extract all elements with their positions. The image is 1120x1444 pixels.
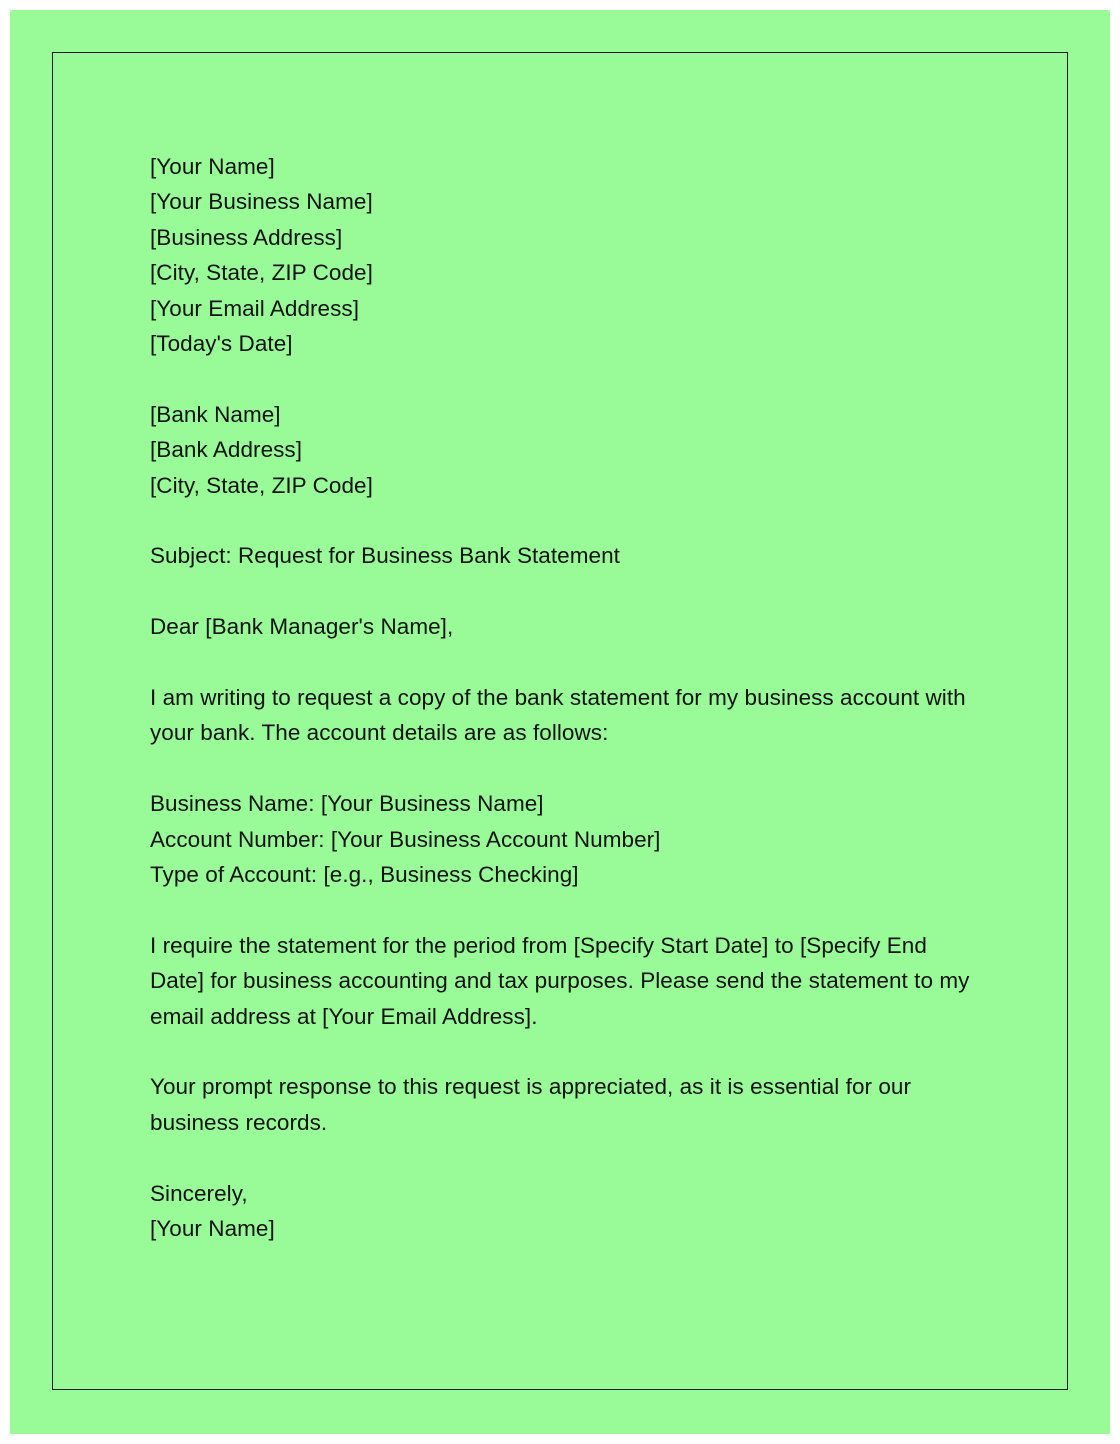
text-line: [Your Email Address] xyxy=(150,295,360,321)
text-line: [Your Business Name] xyxy=(150,189,373,215)
letter-border-frame xyxy=(52,52,1068,1390)
recipient-address-block xyxy=(150,397,970,503)
text-line: Sincerely, xyxy=(150,1180,248,1206)
text-line: [Your Name] xyxy=(150,154,275,179)
text-line: Business Name: [Your Business Name] xyxy=(150,791,544,817)
signature-block xyxy=(150,1176,970,1247)
text-line: Your prompt response to this request is appreciated, as it is essential for our business records. xyxy=(150,1074,912,1135)
text-line: I require the statement for the period from [Specify Start Date] to [Specify End Date] for business accounting and tax purposes. Please send the statement to my email address at [Your Email Address]. xyxy=(150,932,970,1029)
statement-period-paragraph-block xyxy=(150,928,970,1034)
opening-paragraph-block xyxy=(150,680,970,751)
closing-paragraph-block xyxy=(150,1069,970,1140)
account-details-block xyxy=(150,786,970,892)
letter-page xyxy=(10,10,1110,1434)
letter-content xyxy=(150,149,970,1246)
text-line: [Today's Date] xyxy=(150,331,293,357)
sender-address-block xyxy=(150,149,970,361)
text-line: [City, State, ZIP Code] xyxy=(150,260,373,286)
text-line: I am writing to request a copy of the bank statement for my business account with your bank. The account details are as follows: xyxy=(150,685,966,746)
text-line: Subject: Request for Business Bank Statement xyxy=(150,543,620,569)
text-line: [Bank Address] xyxy=(150,437,303,463)
text-line: Type of Account: [e.g., Business Checking] xyxy=(150,862,579,888)
salutation-block xyxy=(150,609,970,644)
subject-line-block xyxy=(150,538,970,573)
text-line: [City, State, ZIP Code] xyxy=(150,472,373,498)
text-line: [Bank Name] xyxy=(150,401,281,427)
text-line: [Business Address] xyxy=(150,224,343,250)
text-line: [Your Name] xyxy=(150,1216,275,1242)
text-line: Dear [Bank Manager's Name], xyxy=(150,614,454,640)
text-line: Account Number: [Your Business Account Number] xyxy=(150,826,661,852)
